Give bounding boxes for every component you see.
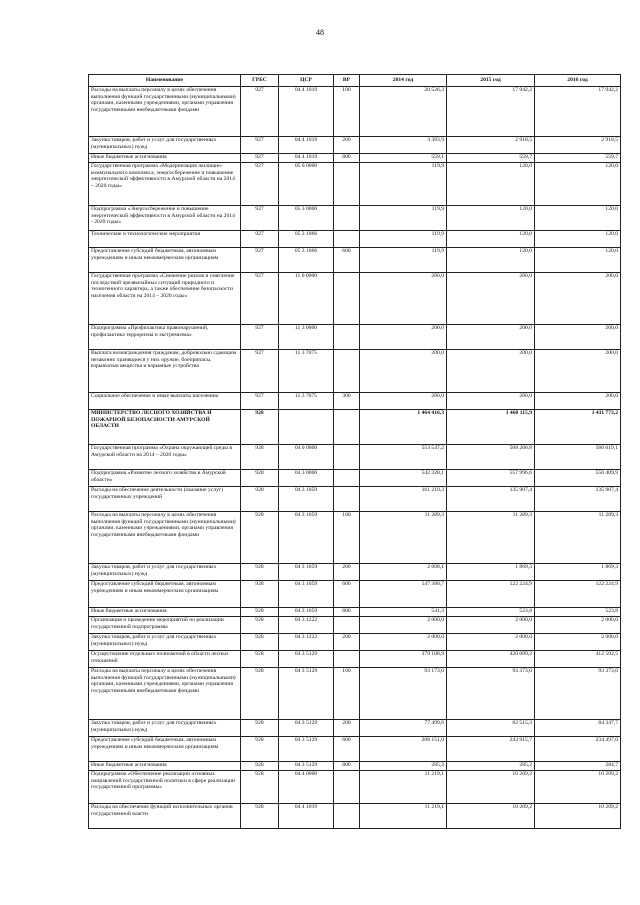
table-row: [89, 410, 621, 445]
cell-grbs: 927: [241, 248, 279, 273]
cell-csr: 04 4 1019: [279, 804, 334, 829]
cell-name: Расходы на выплаты персоналу в целях обеспечения выполнения функций государственными (муниципальными) органами, казенными учреждениями, органами управления государственными внебюджетными фондами: [89, 668, 241, 720]
cell-2015: 10 209,2: [447, 804, 535, 829]
cell-2014: 542 328,1: [360, 470, 447, 487]
table-row: [89, 470, 621, 487]
cell-2014: 553 547,2: [360, 445, 447, 470]
cell-vr: 600: [334, 737, 360, 762]
cell-csr: 04 3 1059: [279, 564, 334, 581]
cell-csr: 11 0 0000: [279, 273, 334, 325]
cell-2016: 93 373,0: [535, 668, 621, 720]
cell-2016: 2 918,5: [535, 137, 621, 154]
cell-2016: 200,0: [535, 325, 621, 350]
cell-2016: 1 411 773,2: [535, 410, 621, 445]
cell-2016: 284,7: [535, 762, 621, 771]
header-2014: 2014 год: [360, 75, 447, 87]
cell-grbs: 927: [241, 137, 279, 154]
cell-2016: 10 209,2: [535, 771, 621, 804]
cell-2016: 200,0: [535, 393, 621, 410]
cell-csr: 04 3 1222: [279, 634, 334, 651]
cell-2016: 200,0: [535, 350, 621, 393]
header-2015: 2015 год: [447, 75, 535, 87]
cell-vr: [334, 804, 360, 829]
cell-2015: 200,0: [447, 393, 535, 410]
cell-2014: 11 219,1: [360, 804, 447, 829]
cell-grbs: 927: [241, 87, 279, 137]
cell-vr: [334, 273, 360, 325]
cell-name: МИНИСТЕРСТВО ЛЕСНОГО ХОЗЯЙСТВА И ПОЖАРНОЙ БЕЗОПАСНОСТИ АМУРСКОЙ ОБЛАСТИ: [89, 410, 241, 445]
table-row: [89, 668, 621, 720]
cell-name: Иные бюджетные ассигнования: [89, 762, 241, 771]
cell-vr: 200: [334, 634, 360, 651]
cell-grbs: 928: [241, 617, 279, 634]
cell-2016: 2 000,0: [535, 617, 621, 634]
cell-2014: 2 000,0: [360, 634, 447, 651]
cell-grbs: 928: [241, 581, 279, 608]
cell-2014: 200,0: [360, 393, 447, 410]
cell-2015: 120,0: [447, 248, 535, 273]
cell-grbs: 928: [241, 634, 279, 651]
cell-name: Предоставление субсидий бюджетным, автономным учреждениям и иным некоммерческим организациям: [89, 737, 241, 762]
cell-grbs: 928: [241, 720, 279, 737]
cell-grbs: 928: [241, 668, 279, 720]
table-row: [89, 617, 621, 634]
cell-2014: 200,0: [360, 325, 447, 350]
cell-2015: 10 209,2: [447, 771, 535, 804]
cell-2016: 1 869,3: [535, 564, 621, 581]
cell-vr: [334, 206, 360, 231]
table-row: [89, 608, 621, 617]
header-grbs: ГРБС: [241, 75, 279, 87]
cell-2016: 120,0: [535, 231, 621, 248]
cell-name: Расходы на обеспечение деятельности (оказание услуг) государственных учреждений: [89, 487, 241, 512]
cell-2016: 120,0: [535, 206, 621, 231]
cell-2015: 1 460 115,9: [447, 410, 535, 445]
header-csr: ЦСР: [279, 75, 334, 87]
cell-vr: 800: [334, 154, 360, 163]
cell-csr: 04 3 1059: [279, 512, 334, 564]
cell-csr: 04 3 5129: [279, 737, 334, 762]
cell-name: Иные бюджетные ассигнования: [89, 154, 241, 163]
cell-2016: 120,0: [535, 163, 621, 206]
page-number: 48: [316, 28, 324, 37]
cell-name: Организация и проведение мероприятий по реализации государственной подпрограммы: [89, 617, 241, 634]
cell-2014: 93 173,0: [360, 668, 447, 720]
cell-2015: 1 869,3: [447, 564, 535, 581]
cell-name: Подпрограмма «Обеспечение реализации основных направлений государственной политики в сфере реализации государственной программы»: [89, 771, 241, 804]
cell-grbs: 928: [241, 737, 279, 762]
table-row: [89, 231, 621, 248]
budget-table: [88, 74, 621, 829]
cell-vr: [334, 410, 360, 445]
cell-2014: 559,1: [360, 154, 447, 163]
cell-vr: [334, 350, 360, 393]
table-row: [89, 273, 621, 325]
cell-2014: 379 108,9: [360, 651, 447, 668]
cell-csr: 04 0 0000: [279, 445, 334, 470]
cell-2014: 200,0: [360, 350, 447, 393]
cell-csr: 04 3 0000: [279, 470, 334, 487]
cell-grbs: 928: [241, 512, 279, 564]
table-body: [89, 87, 621, 829]
table-row: [89, 163, 621, 206]
cell-2015: 93 373,0: [447, 668, 535, 720]
cell-vr: [334, 231, 360, 248]
cell-grbs: 928: [241, 487, 279, 512]
cell-csr: 04 4 1019: [279, 137, 334, 154]
cell-name: Расходы на выплаты персоналу в целях обеспечения выполнения функций государственными (муниципальными) органами, казенными учреждениями, органами управления государственными внебюджетными фондами: [89, 87, 241, 137]
cell-2014: 147 380,7: [360, 581, 447, 608]
cell-2015: 200,0: [447, 350, 535, 393]
cell-name: Технические и технологические мероприятия: [89, 231, 241, 248]
table-row: [89, 154, 621, 163]
table-row: [89, 445, 621, 470]
cell-2014: 11 289,3: [360, 512, 447, 564]
cell-grbs: 928: [241, 771, 279, 804]
cell-csr: 11 3 7075: [279, 350, 334, 393]
cell-vr: [334, 445, 360, 470]
cell-2015: 120,0: [447, 206, 535, 231]
cell-2016: 84 347,7: [535, 720, 621, 737]
cell-csr: 05 3 1066: [279, 248, 334, 273]
cell-2014: 161 210,3: [360, 487, 447, 512]
cell-csr: 04 3 1059: [279, 581, 334, 608]
cell-csr: 04 4 0000: [279, 771, 334, 804]
cell-vr: [334, 470, 360, 487]
header-vr: ВР: [334, 75, 360, 87]
cell-vr: [334, 487, 360, 512]
cell-name: Государственная программа «Охрана окружающей среды в Амурской области на 2014 – 2020 годы»: [89, 445, 241, 470]
cell-vr: 600: [334, 248, 360, 273]
cell-csr: 05 0 0000: [279, 163, 334, 206]
cell-2014: 20 526,3: [360, 87, 447, 137]
cell-csr: 04 3 5129: [279, 720, 334, 737]
cell-grbs: 928: [241, 804, 279, 829]
cell-csr: 05 3 1066: [279, 231, 334, 248]
cell-2016: 559,7: [535, 154, 621, 163]
cell-2014: 77 499,6: [360, 720, 447, 737]
cell-2016: 2 000,0: [535, 634, 621, 651]
cell-vr: 600: [334, 581, 360, 608]
table-row: [89, 248, 621, 273]
cell-2014: 208 151,0: [360, 737, 447, 762]
cell-2016: 550 409,9: [535, 470, 621, 487]
cell-grbs: 928: [241, 445, 279, 470]
cell-2015: 420 089,2: [447, 651, 535, 668]
cell-2014: 285,3: [360, 762, 447, 771]
cell-vr: 200: [334, 564, 360, 581]
cell-vr: 200: [334, 137, 360, 154]
cell-grbs: 927: [241, 231, 279, 248]
table-row: [89, 762, 621, 771]
cell-vr: [334, 325, 360, 350]
cell-vr: [334, 651, 360, 668]
cell-name: Государственная программа «Модернизация жилищно-коммунального комплекса, энергосбережение и повышение энергетической эффективности в Амурской области на 2014 – 2020 годы»: [89, 163, 241, 206]
cell-grbs: 927: [241, 206, 279, 231]
cell-grbs: 927: [241, 393, 279, 410]
cell-vr: [334, 163, 360, 206]
cell-csr: 04 3 5129: [279, 651, 334, 668]
cell-2015: 285,2: [447, 762, 535, 771]
cell-csr: [279, 410, 334, 445]
cell-2015: 2 918,5: [447, 137, 535, 154]
cell-vr: [334, 771, 360, 804]
header-name: Наименование: [89, 75, 241, 87]
cell-grbs: 928: [241, 651, 279, 668]
cell-2015: 122 224,9: [447, 581, 535, 608]
cell-2014: 119,9: [360, 163, 447, 206]
cell-2015: 523,8: [447, 608, 535, 617]
cell-csr: 04 3 1222: [279, 617, 334, 634]
cell-2015: 120,0: [447, 163, 535, 206]
table-row: [89, 487, 621, 512]
cell-2014: 119,9: [360, 248, 447, 273]
cell-2015: 568 206,8: [447, 445, 535, 470]
table-row: [89, 804, 621, 829]
cell-grbs: 928: [241, 608, 279, 617]
cell-grbs: 927: [241, 325, 279, 350]
cell-vr: 200: [334, 720, 360, 737]
cell-2016: 234 497,0: [535, 737, 621, 762]
cell-2014: 1 464 416,3: [360, 410, 447, 445]
table-row: [89, 87, 621, 137]
cell-2016: 560 619,1: [535, 445, 621, 470]
cell-name: Предоставление субсидий бюджетным, автономным учреждениям и иным некоммерческим организациям: [89, 248, 241, 273]
cell-csr: 04 4 1019: [279, 87, 334, 137]
table-row: [89, 350, 621, 393]
cell-2015: 200,0: [447, 325, 535, 350]
cell-2016: 135 907,4: [535, 487, 621, 512]
cell-2014: 541,3: [360, 608, 447, 617]
cell-name: Подпрограмма «Энергосбережение и повышение энергетической эффективности в Амурской области на 2014 - 2020 годы»: [89, 206, 241, 231]
cell-2014: 2 000,0: [360, 617, 447, 634]
cell-vr: [334, 617, 360, 634]
table-row: [89, 634, 621, 651]
cell-name: Расходы на выплаты персоналу в целях обеспечения выполнения функций государственными (муниципальными) органами, казенными учреждениями, органами управления государственными внебюджетными фондами: [89, 512, 241, 564]
cell-2016: 17 942,2: [535, 87, 621, 137]
cell-2015: 120,0: [447, 231, 535, 248]
cell-csr: 05 3 0000: [279, 206, 334, 231]
cell-2016: 122 224,9: [535, 581, 621, 608]
cell-name: Предоставление субсидий бюджетным, автономным учреждениям и иным некоммерческим организациям: [89, 581, 241, 608]
table-row: [89, 737, 621, 762]
cell-2014: 3 393,9: [360, 137, 447, 154]
cell-grbs: 927: [241, 163, 279, 206]
cell-name: Подпрограмма «Развитие лесного хозяйства в Амурской области»: [89, 470, 241, 487]
cell-2015: 2 000,0: [447, 634, 535, 651]
cell-name: Социальное обеспечение и иные выплаты населению: [89, 393, 241, 410]
cell-2016: 11 289,3: [535, 512, 621, 564]
cell-name: Осуществление отдельных полномочий в области лесных отношений: [89, 651, 241, 668]
cell-name: Подпрограмма «Профилактика правонарушений, профилактика терроризма и экстремизма»: [89, 325, 241, 350]
cell-2014: 200,0: [360, 273, 447, 325]
cell-2015: 559,7: [447, 154, 535, 163]
table-row: [89, 720, 621, 737]
cell-2015: 82 515,3: [447, 720, 535, 737]
cell-2016: 120,0: [535, 248, 621, 273]
table-row: [89, 564, 621, 581]
cell-grbs: 927: [241, 273, 279, 325]
cell-csr: 04 3 1059: [279, 608, 334, 617]
cell-name: Государственная программа «Снижение рисков и смягчение последствий чрезвычайных ситуаций природного и техногенного характера, а также обеспечение безопасности населения области на 2014 – 2020 годы»: [89, 273, 241, 325]
cell-grbs: 927: [241, 350, 279, 393]
cell-vr: 100: [334, 87, 360, 137]
table-row: [89, 651, 621, 668]
cell-name: Закупка товаров, работ и услуг для государственных (муниципальных) нужд: [89, 720, 241, 737]
cell-2015: 2 000,0: [447, 617, 535, 634]
table-row: [89, 137, 621, 154]
cell-name: Закупка товаров, работ и услуг для государственных (муниципальных) нужд: [89, 634, 241, 651]
cell-name: Иные бюджетные ассигнования: [89, 608, 241, 617]
cell-2016: 523,8: [535, 608, 621, 617]
cell-grbs: 928: [241, 762, 279, 771]
cell-2014: 11 219,1: [360, 771, 447, 804]
cell-name: Расходы на обеспечение функций исполнительных органов государственной власти: [89, 804, 241, 829]
cell-2014: 119,9: [360, 231, 447, 248]
cell-grbs: 927: [241, 154, 279, 163]
cell-name: Выплата вознаграждения гражданам, добровольно сдающим незаконно хранящиеся у них оружие, боеприпасы, взрывчатые вещества и взрывные устройства: [89, 350, 241, 393]
cell-csr: 04 4 1019: [279, 154, 334, 163]
cell-2016: 412 502,5: [535, 651, 621, 668]
table-header-row: [89, 75, 621, 87]
cell-csr: 04 3 1059: [279, 487, 334, 512]
cell-grbs: 928: [241, 410, 279, 445]
cell-vr: 100: [334, 668, 360, 720]
cell-vr: 300: [334, 393, 360, 410]
table-row: [89, 206, 621, 231]
cell-name: Закупка товаров, работ и услуг для государственных (муниципальных) нужд: [89, 564, 241, 581]
cell-csr: 04 3 5129: [279, 762, 334, 771]
cell-2015: 200,0: [447, 273, 535, 325]
table-row: [89, 393, 621, 410]
cell-2015: 243 915,7: [447, 737, 535, 762]
cell-csr: 11 3 0000: [279, 325, 334, 350]
cell-csr: 11 3 7075: [279, 393, 334, 410]
cell-grbs: 928: [241, 470, 279, 487]
table-row: [89, 325, 621, 350]
cell-vr: 800: [334, 762, 360, 771]
cell-2015: 135 907,4: [447, 487, 535, 512]
cell-name: Закупка товаров, работ и услуг для государственных (муниципальных) нужд: [89, 137, 241, 154]
table-row: [89, 771, 621, 804]
table-row: [89, 581, 621, 608]
cell-2015: 11 289,3: [447, 512, 535, 564]
cell-2015: 557 996,6: [447, 470, 535, 487]
cell-2016: 10 209,2: [535, 804, 621, 829]
cell-csr: 04 3 5129: [279, 668, 334, 720]
cell-2016: 200,0: [535, 273, 621, 325]
cell-2014: 2 008,1: [360, 564, 447, 581]
table-row: [89, 512, 621, 564]
cell-2015: 17 942,2: [447, 87, 535, 137]
cell-grbs: 928: [241, 564, 279, 581]
cell-vr: 100: [334, 512, 360, 564]
header-2016: 2016 год: [535, 75, 621, 87]
cell-2014: 119,9: [360, 206, 447, 231]
cell-vr: 800: [334, 608, 360, 617]
